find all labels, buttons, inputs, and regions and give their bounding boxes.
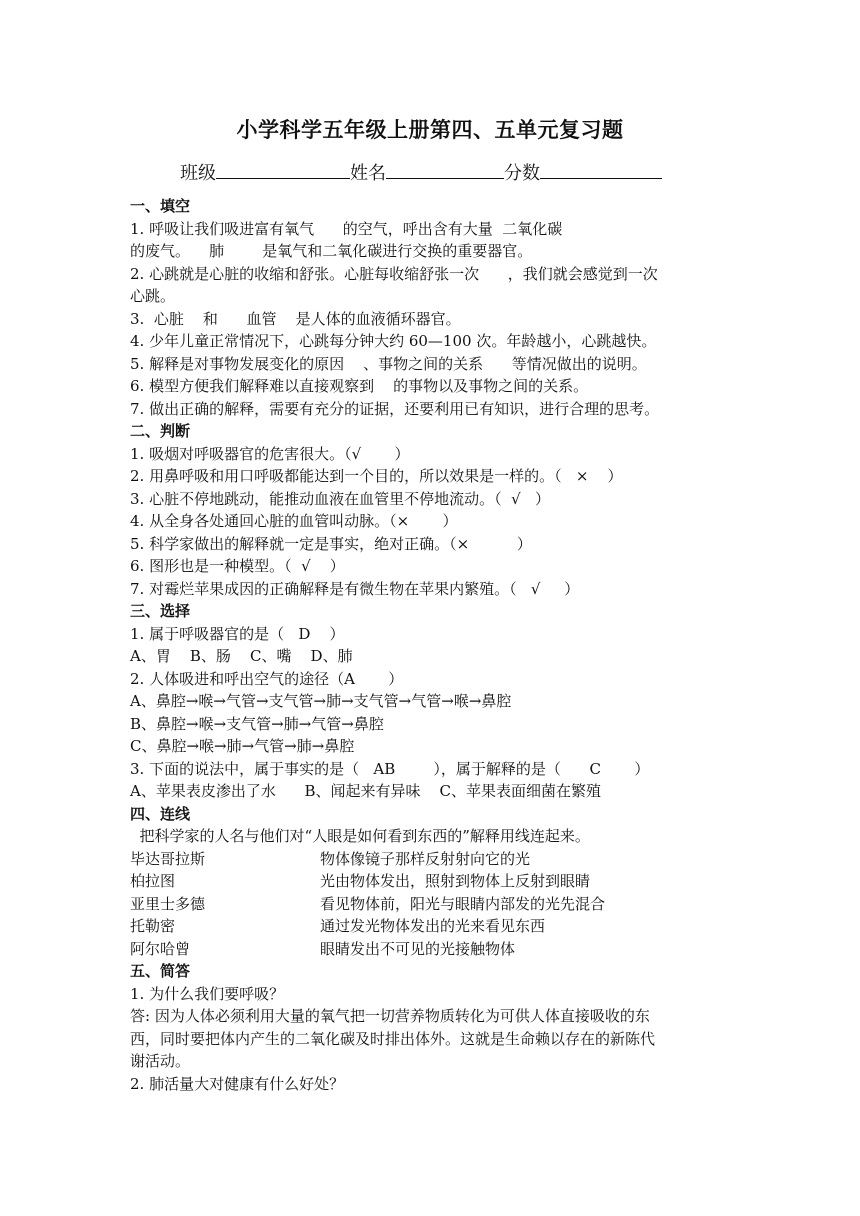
section-choice-heading: 三、选择 [130, 602, 191, 620]
judge-line: 5. 科学家做出的解释就一定是事实，绝对正确。（× ） [130, 535, 532, 553]
choice-line: C、鼻腔→喉→肺→气管→肺→鼻腔 [130, 737, 355, 755]
answer-line: 1. 为什么我们要呼吸？ [130, 985, 285, 1003]
judge-line: 1. 吸烟对呼吸器官的危害很大。（√ ） [130, 445, 410, 463]
section-match-heading: 四、连线 [130, 805, 191, 823]
name-label: 姓名 [350, 163, 386, 184]
choice-line: 1. 属于呼吸器官的是（ D ） [130, 625, 345, 643]
choice-line: B、鼻腔→喉→支气管→肺→气管→鼻腔 [130, 715, 384, 733]
vision-explanation[interactable]: 光由物体发出，照射到物体上反射到眼睛 [320, 872, 591, 890]
scientist-name[interactable]: 柏拉图 [130, 872, 176, 890]
judge-line: 7. 对霉烂苹果成因的正确解释是有微生物在苹果内繁殖。（ √ ） [130, 580, 580, 598]
answer-line: 西，同时要把体内产生的二氧化碳及时排出体外。这就是生命赖以存在的新陈代 [130, 1030, 656, 1048]
fill-line: 的废气。 肺 是氧气和二氧化碳进行交换的重要器官。 [130, 242, 533, 260]
class-label: 班级 [180, 163, 216, 184]
class-blank[interactable] [216, 160, 350, 179]
name-blank[interactable] [386, 160, 504, 179]
section-fill-heading: 一、填空 [130, 197, 191, 215]
fill-line: 2. 心跳就是心脏的收缩和舒张。心脏每收缩舒张一次 ，我们就会感觉到一次 [130, 265, 658, 283]
scientist-name[interactable]: 阿尔哈曾 [130, 940, 191, 958]
scientist-name[interactable]: 亚里士多德 [130, 895, 206, 913]
judge-line: 3. 心脏不停地跳动，能推动血液在血管里不停地流动。（ √ ） [130, 490, 550, 508]
fill-line: 4. 少年儿童正常情况下，心跳每分钟大约 60—100 次。年龄越小，心跳越快。 [130, 332, 657, 350]
choice-line: A、鼻腔→喉→气管→支气管→肺→支气管→气管→喉→鼻腔 [130, 692, 512, 710]
choice-line: 3. 下面的说法中，属于事实的是（ AB ），属于解释的是（ C ） [130, 760, 650, 778]
scientist-name[interactable]: 托勒密 [130, 917, 176, 935]
choice-line: 2. 人体吸进和呼出空气的途径（A ） [130, 670, 404, 688]
answer-line: 2. 肺活量大对健康有什么好处？ [130, 1075, 345, 1093]
vision-explanation[interactable]: 物体像镜子那样反射射向它的光 [320, 850, 531, 868]
vision-explanation[interactable]: 通过发光物体发出的光来看见东西 [320, 917, 546, 935]
fill-line: 7. 做出正确的解释，需要有充分的证据，还要利用已有知识，进行合理的思考。 [130, 400, 660, 418]
fill-line: 5. 解释是对事物发展变化的原因 、事物之间的关系 等情况做出的说明。 [130, 355, 647, 373]
choice-line: A、苹果表皮渗出了水 B、闻起来有异味 C、苹果表面细菌在繁殖 [130, 782, 602, 800]
fill-line: 心跳。 [130, 287, 176, 305]
section-answer-heading: 五、简答 [130, 962, 191, 980]
score-blank[interactable] [540, 160, 662, 179]
score-label: 分数 [504, 163, 540, 184]
judge-line: 4. 从全身各处通回心脏的血管叫动脉。（× ） [130, 512, 458, 530]
answer-line: 答: 因为人体必须利用大量的氧气把一切营养物质转化为可供人体直接吸收的东 [130, 1007, 650, 1025]
vision-explanation[interactable]: 眼睛发出不可见的光接触物体 [320, 940, 516, 958]
judge-line: 6. 图形也是一种模型。（ √ ） [130, 557, 345, 575]
answer-line: 谢活动。 [130, 1052, 191, 1070]
choice-line: A、胃 B、肠 C、嘴 D、肺 [130, 647, 353, 665]
match-intro: 把科学家的人名与他们对“人眼是如何看到东西的”解释用线连起来。 [130, 827, 590, 845]
page-title: 小学科学五年级上册第四、五单元复习题 [236, 118, 624, 142]
vision-explanation[interactable]: 看见物体前，阳光与眼睛内部发的光先混合 [320, 895, 606, 913]
fill-line: 6. 模型方便我们解释难以直接观察到 的事物以及事物之间的关系。 [130, 377, 589, 395]
student-info-line [180, 159, 662, 185]
fill-line: 3. 心脏 和 血管 是人体的血液循环器官。 [130, 310, 461, 328]
section-judge-heading: 二、判断 [130, 422, 191, 440]
judge-line: 2. 用鼻呼吸和用口呼吸都能达到一个目的，所以效果是一样的。（ × ） [130, 467, 623, 485]
scientist-name[interactable]: 毕达哥拉斯 [130, 850, 206, 868]
fill-line: 1. 呼吸让我们吸进富有氧气 的空气，呼出含有大量 二氧化碳 [130, 220, 563, 238]
